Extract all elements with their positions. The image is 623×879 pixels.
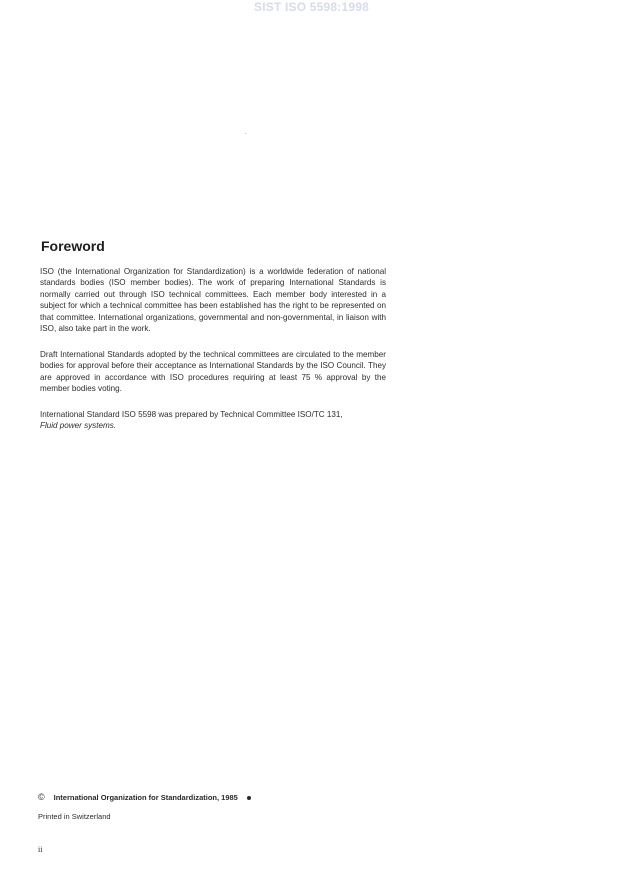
copyright-icon: ©	[38, 792, 45, 802]
committee-title: Fluid power systems.	[40, 421, 117, 431]
copyright-text: International Organization for Standardization, 1985	[53, 793, 238, 802]
copyright-line	[38, 792, 251, 802]
foreword-paragraph-2: Draft International Standards adopted by the technical committees are circulated to the member bodies for approval before their acceptance as International Standards by the ISO Council. They are approved in accordance with ISO procedures requiring at least 75 % approval by the member bodies voting.	[40, 350, 386, 394]
foreword-paragraph-3	[40, 409, 386, 432]
printed-location: Printed in Switzerland	[38, 812, 111, 821]
watermark: SIST ISO 5598:1998	[254, 0, 369, 14]
scan-speck	[245, 133, 246, 134]
bullet-icon	[247, 796, 251, 800]
foreword-paragraph-3-text: International Standard ISO 5598 was prepared by Technical Committee ISO/TC 131,	[40, 410, 343, 419]
page-number: ii	[38, 845, 43, 854]
page-title: Foreword	[41, 238, 105, 254]
foreword-paragraph-1: ISO (the International Organization for Standardization) is a worldwide federation of national standards bodies (ISO member bodies). The work of preparing International Standards is normally carried out through ISO technical committees. Each member body interested in a subject for which a technical committee has been established has the right to be represented on that committee. International organizations, governmental and non-governmental, in liaison with ISO, also take part in the work.	[40, 267, 386, 334]
